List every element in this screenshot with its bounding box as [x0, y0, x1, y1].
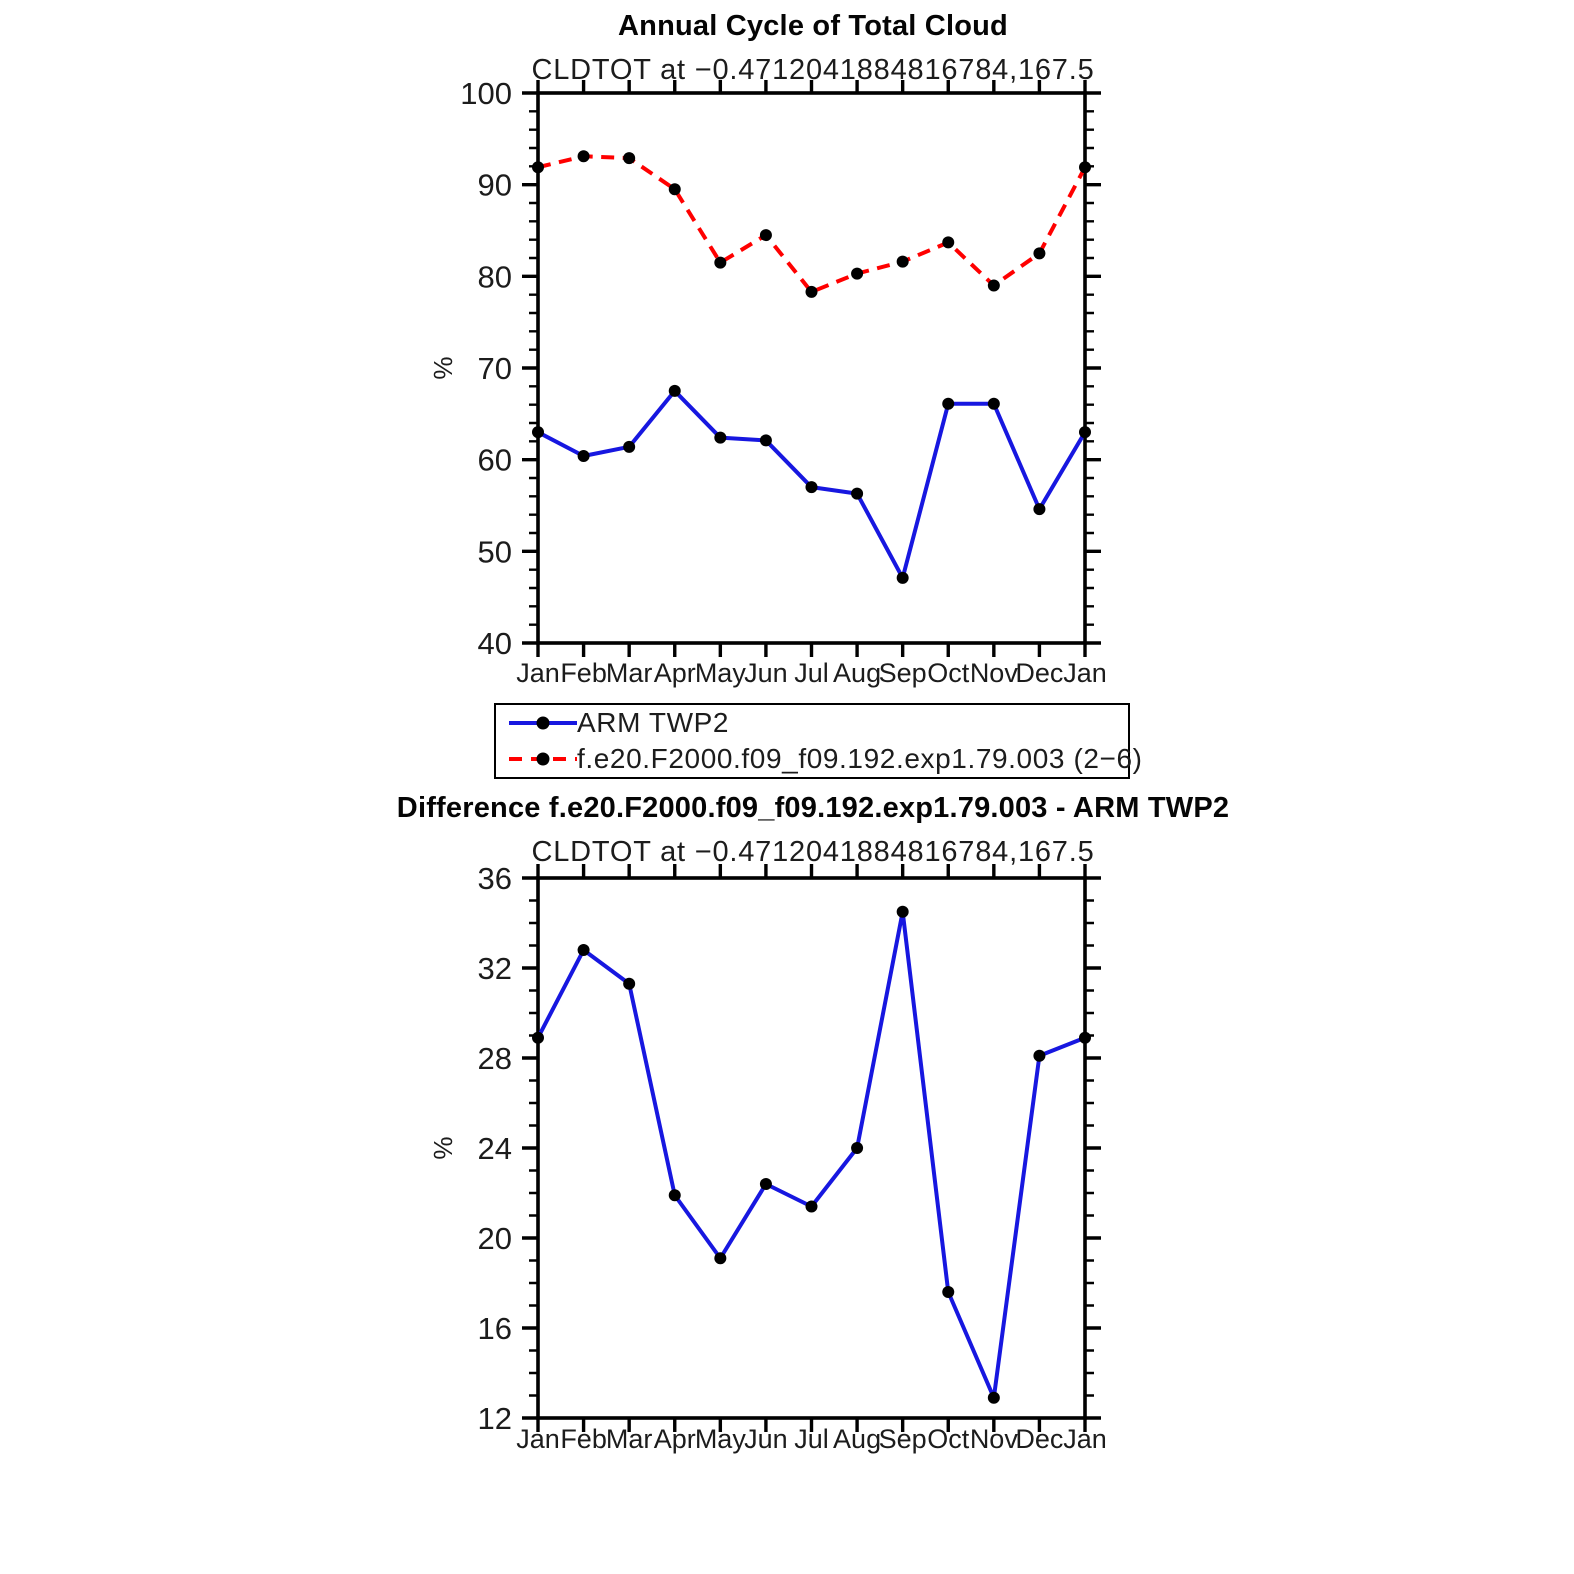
data-point-marker	[1079, 1032, 1091, 1044]
y-tick-label: 100	[460, 80, 512, 111]
data-point-marker	[714, 257, 726, 269]
y-axis-unit-label: %	[428, 356, 458, 380]
x-tick-label: Nov	[969, 1424, 1018, 1454]
y-tick-label: 90	[477, 167, 512, 203]
data-point-marker	[988, 1392, 1000, 1404]
series-markers-0	[532, 906, 1091, 1404]
data-point-marker	[942, 398, 954, 410]
x-tick-label: Jul	[794, 1424, 829, 1454]
data-point-marker	[532, 426, 544, 438]
x-tick-label: Apr	[653, 658, 696, 688]
data-point-marker	[851, 268, 863, 280]
y-tick-label: 16	[477, 1311, 512, 1346]
data-point-marker	[851, 1142, 863, 1154]
x-tick-label: Jan	[516, 1424, 560, 1454]
data-point-marker	[1033, 503, 1045, 515]
y-axis-tick-labels	[460, 80, 512, 661]
legend-dashed-line-icon	[509, 757, 577, 761]
x-tick-label: Apr	[653, 1424, 696, 1454]
data-point-marker	[1033, 1050, 1045, 1062]
y-axis-tick-labels	[478, 861, 512, 1436]
x-tick-label: Sep	[878, 658, 927, 688]
x-tick-label: May	[694, 658, 746, 688]
x-tick-label: Oct	[927, 1424, 970, 1454]
bottom-chart-difference	[400, 770, 1180, 1480]
plot-frame	[538, 93, 1085, 643]
data-point-marker	[942, 236, 954, 248]
x-axis-tick-labels	[516, 658, 1107, 688]
axis-major-ticks	[522, 864, 1101, 1432]
series-line-1	[538, 156, 1085, 292]
legend-label-arm-twp2: ARM TWP2	[577, 707, 730, 739]
data-point-marker	[532, 1032, 544, 1044]
x-tick-label: Jan	[1063, 1424, 1107, 1454]
legend-marker-dot-icon	[537, 752, 550, 765]
data-point-marker	[806, 286, 818, 298]
x-tick-label: Dec	[1015, 1424, 1064, 1454]
top-chart-title: Annual Cycle of Total Cloud	[618, 10, 1008, 42]
x-tick-label: Aug	[833, 658, 882, 688]
y-tick-label: 32	[477, 951, 512, 986]
x-tick-label: Jun	[744, 1424, 788, 1454]
data-point-marker	[806, 481, 818, 493]
x-tick-label: Mar	[605, 1424, 653, 1454]
data-point-marker	[669, 385, 681, 397]
legend-solid-line-icon	[509, 721, 577, 725]
data-point-marker	[760, 1178, 772, 1190]
legend-item-arm-twp2	[496, 706, 1128, 740]
x-tick-label: Jun	[744, 658, 788, 688]
y-tick-label: 28	[477, 1041, 512, 1076]
data-point-marker	[578, 150, 590, 162]
data-point-marker	[1079, 161, 1091, 173]
y-tick-label: 70	[477, 351, 512, 386]
x-tick-label: Dec	[1015, 658, 1064, 688]
data-point-marker	[851, 488, 863, 500]
x-tick-label: Feb	[560, 658, 607, 688]
data-point-marker	[714, 432, 726, 444]
x-tick-label: May	[694, 1424, 746, 1454]
y-tick-label: 12	[477, 1401, 512, 1436]
data-point-marker	[760, 229, 772, 241]
data-point-marker	[897, 572, 909, 584]
legend-marker-dot-icon	[537, 717, 550, 730]
data-point-marker	[897, 256, 909, 268]
y-tick-label: 36	[477, 861, 512, 896]
y-tick-label: 24	[477, 1131, 512, 1166]
y-tick-label: 60	[477, 442, 512, 478]
x-tick-label: Jan	[516, 658, 560, 688]
series-line-0	[538, 912, 1085, 1398]
data-point-marker	[988, 280, 1000, 292]
y-tick-label: 80	[477, 259, 512, 295]
y-tick-label: 20	[477, 1221, 512, 1256]
data-point-marker	[714, 1252, 726, 1264]
data-point-marker	[806, 1201, 818, 1213]
x-tick-label: Feb	[560, 1424, 607, 1454]
top-chart-annual-cycle	[400, 80, 1180, 720]
data-point-marker	[897, 906, 909, 918]
x-tick-label: Aug	[833, 1424, 882, 1454]
data-point-marker	[578, 450, 590, 462]
top-chart-subtitle: CLDTOT at −0.4712041884816784,167.5	[531, 54, 1095, 86]
x-tick-label: Oct	[927, 658, 970, 688]
data-point-marker	[1033, 247, 1045, 259]
y-axis-minor-ticks	[529, 111, 1094, 624]
data-point-marker	[1079, 426, 1091, 438]
x-tick-label: Jan	[1063, 658, 1107, 688]
data-point-marker	[532, 161, 544, 173]
data-point-marker	[623, 978, 635, 990]
y-tick-label: 40	[477, 626, 512, 661]
data-point-marker	[623, 152, 635, 164]
data-point-marker	[623, 441, 635, 453]
data-point-marker	[578, 944, 590, 956]
y-tick-label: 50	[477, 534, 512, 570]
data-point-marker	[988, 398, 1000, 410]
legend-box	[494, 703, 1143, 779]
data-point-marker	[760, 434, 772, 446]
data-point-marker	[669, 1189, 681, 1201]
axis-major-ticks	[522, 80, 1101, 657]
x-tick-label: Jul	[794, 658, 829, 688]
x-tick-label: Nov	[969, 658, 1018, 688]
data-point-marker	[669, 183, 681, 195]
legend-label-model-run: f.e20.F2000.f09_f09.192.exp1.79.003 (2−6)	[577, 742, 1143, 774]
bottom-chart-subtitle: CLDTOT at −0.4712041884816784,167.5	[531, 836, 1095, 868]
x-tick-label: Mar	[605, 658, 653, 688]
y-axis-unit-label: %	[428, 1136, 458, 1160]
series-markers-0	[532, 385, 1091, 584]
bottom-chart-title: Difference f.e20.F2000.f09_f09.192.exp1.79.003 - ARM TWP2	[396, 792, 1230, 824]
data-point-marker	[942, 1286, 954, 1298]
x-tick-label: Sep	[878, 1424, 927, 1454]
